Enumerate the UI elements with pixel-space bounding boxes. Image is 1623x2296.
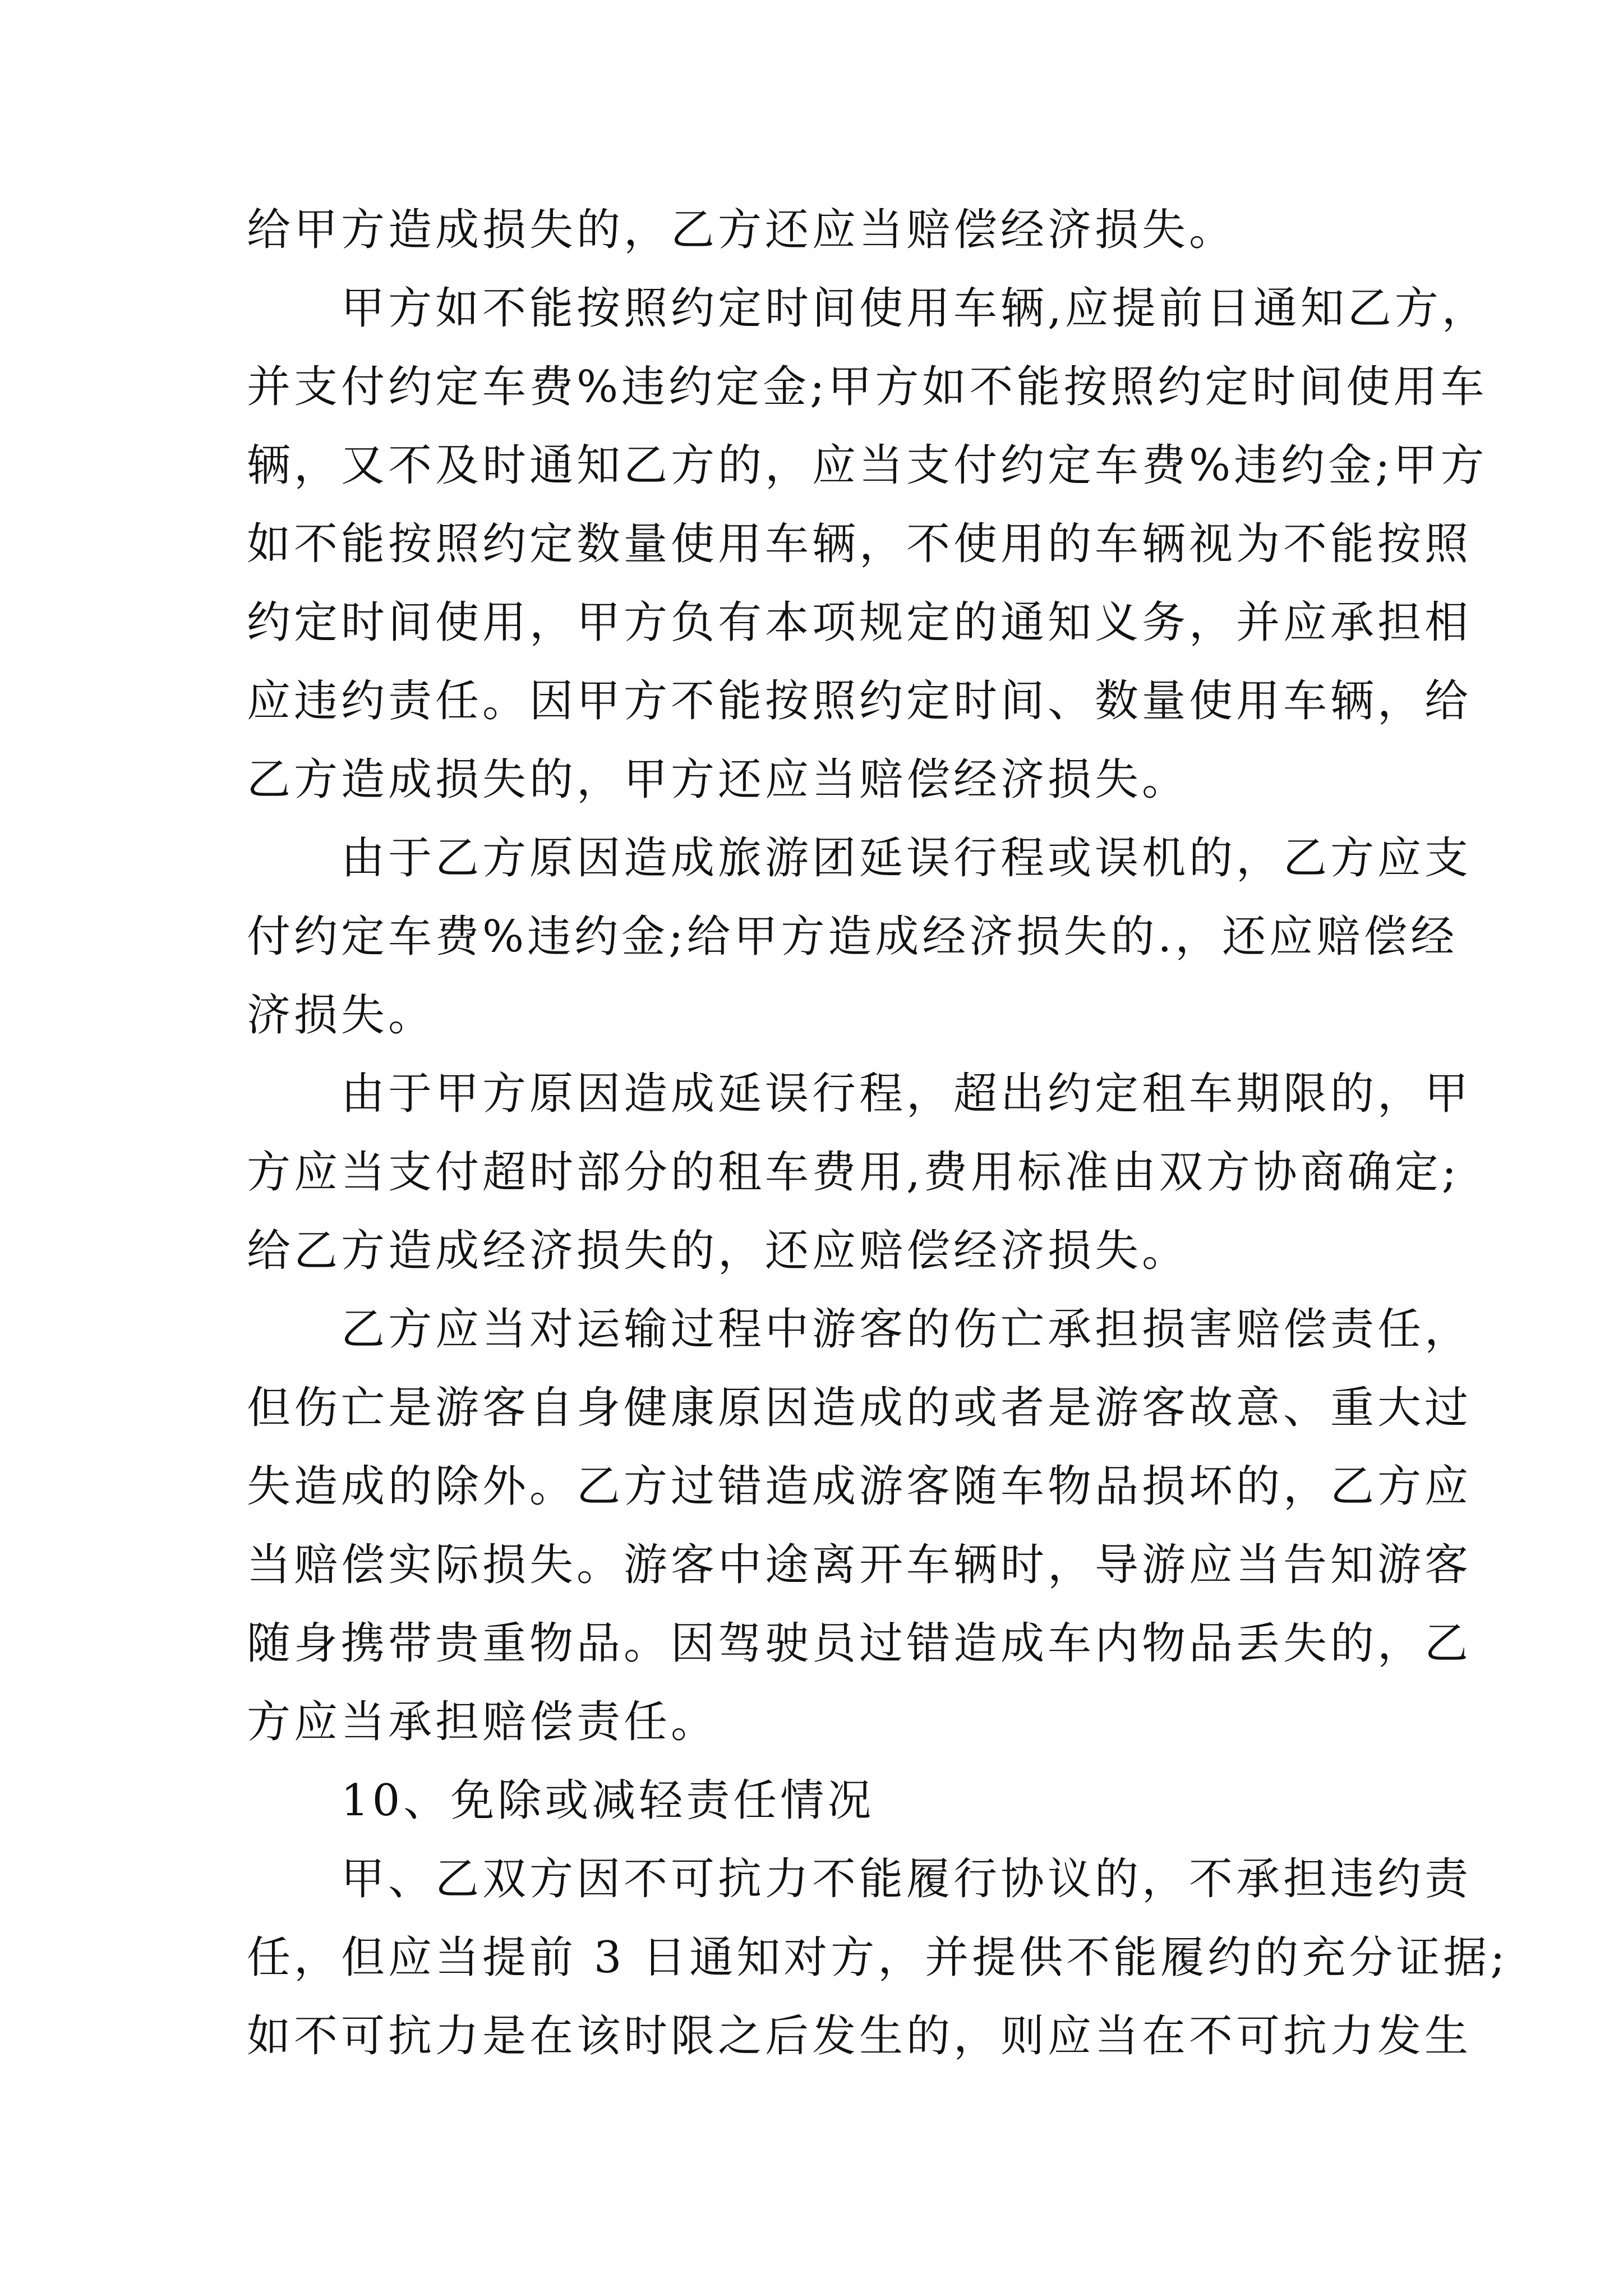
paragraph-start-line: 由于甲方原因造成延误行程，超出约定租车期限的，甲 (341, 1069, 1472, 1119)
text-line: 给乙方造成经济损失的，还应赔偿经济损失。 (247, 1226, 1189, 1276)
text-line: 并支付约定车费%违约定金;甲方如不能按照约定时间使用车 (247, 362, 1488, 412)
text-line: 给甲方造成损失的，乙方还应当赔偿经济损失。 (247, 205, 1237, 255)
text-line: 付约定车费%违约金;给甲方造成经济损失的.，还应赔偿经 (247, 912, 1458, 962)
text-line: 乙方造成损失的，甲方还应当赔偿经济损失。 (247, 754, 1189, 805)
text-line: 随身携带贵重物品。因驾驶员过错造成车内物品丢失的，乙 (247, 1618, 1472, 1669)
paragraph-start-line: 乙方应当对运输过程中游客的伤亡承担损害赔偿责任， (341, 1304, 1472, 1355)
text-line: 辆，又不及时通知乙方的，应当支付约定车费%违约金;甲方 (247, 440, 1488, 491)
text-line: 失造成的除外。乙方过错造成游客随车物品损坏的，乙方应 (247, 1461, 1472, 1512)
text-line: 方应当承担赔偿责任。 (247, 1697, 718, 1747)
document-body (247, 191, 1509, 2076)
text-line: 任，但应当提前 3 日通知对方，并提供不能履约的充分证据; (247, 1932, 1509, 1983)
section-heading: 10、免除或减轻责任情况 (341, 1775, 875, 1826)
paragraph-start-line: 甲方如不能按照约定时间使用车辆,应提前日通知乙方， (341, 283, 1489, 334)
paragraph-start-line: 由于乙方原因造成旅游团延误行程或误机的，乙方应支 (341, 833, 1472, 884)
text-line: 约定时间使用，甲方负有本项规定的通知义务，并应承担相 (247, 597, 1472, 648)
text-line: 方应当支付超时部分的租车费用,费用标准由双方协商确定; (247, 1147, 1460, 1198)
text-line: 当赔偿实际损失。游客中途离开车辆时，导游应当告知游客 (247, 1540, 1472, 1590)
paragraph-start-line: 甲、乙双方因不可抗力不能履行协议的，不承担违约责 (341, 1854, 1472, 1904)
text-line: 济损失。 (247, 990, 436, 1041)
text-line: 应违约责任。因甲方不能按照约定时间、数量使用车辆，给 (247, 676, 1472, 726)
text-line: 如不能按照约定数量使用车辆，不使用的车辆视为不能按照 (247, 519, 1472, 569)
text-line: 但伤亡是游客自身健康原因造成的或者是游客故意、重大过 (247, 1383, 1472, 1433)
text-line: 如不可抗力是在该时限之后发生的，则应当在不可抗力发生 (247, 2011, 1472, 2062)
